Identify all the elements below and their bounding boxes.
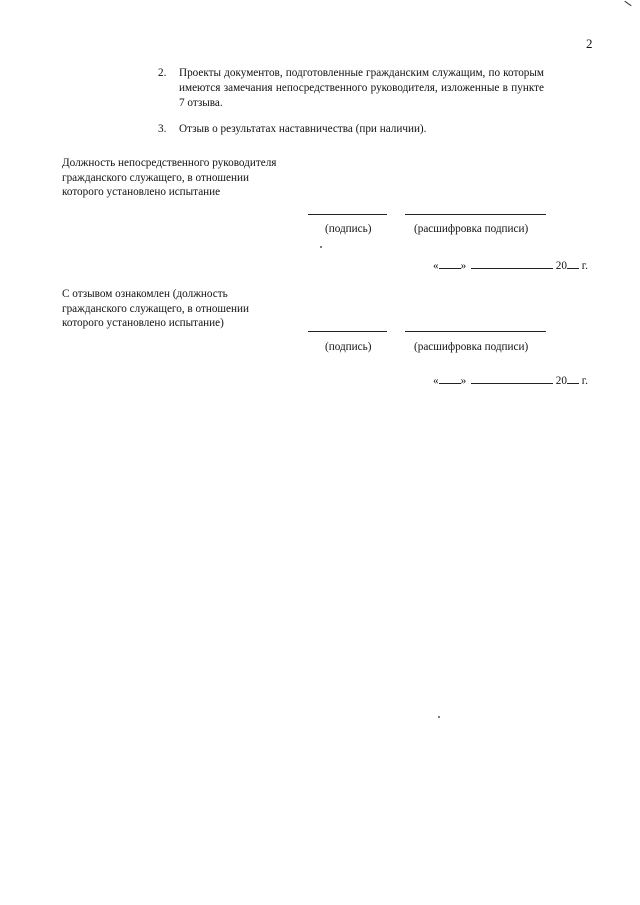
list-item-number: 3. — [158, 123, 167, 135]
supervisor-position-label: Должность непосредственного руководителя гражданского служащего, в отношении которого установлено испытание — [62, 157, 277, 198]
date-row — [433, 257, 588, 273]
acknowledgement-label: С отзывом ознакомлен (должность гражданского служащего, в отношении которого установлено испытание) — [62, 288, 249, 329]
month-blank — [471, 257, 553, 269]
scan-speck — [438, 716, 440, 718]
scan-mark — [624, 1, 631, 6]
month-blank — [471, 372, 553, 384]
year-prefix: 20 — [555, 375, 567, 387]
year-suffix: г. — [581, 375, 588, 387]
year-prefix: 20 — [555, 260, 567, 272]
list-item — [158, 66, 544, 111]
signature-caption: (подпись) — [325, 223, 372, 235]
date-close-quote: » — [460, 375, 467, 387]
page-number: 2 — [586, 36, 593, 51]
day-blank — [439, 257, 461, 269]
signature-line — [308, 331, 387, 332]
list-item-text: Проекты документов, подготовленные гражданским служащим, по которым имеются замечания непосредственного руководителя, изложенные в пункте 7 отзыва. — [179, 67, 544, 109]
scan-speck — [320, 246, 322, 248]
date-open-quote: « — [433, 260, 439, 272]
attachments-list — [158, 66, 544, 137]
year-suffix: г. — [581, 260, 588, 272]
date-open-quote: « — [433, 375, 439, 387]
date-row — [433, 372, 588, 388]
signature-decoding-caption: (расшифровка подписи) — [414, 223, 529, 235]
year-blank — [567, 372, 579, 384]
signature-decoding-line — [405, 214, 546, 215]
list-item — [158, 122, 544, 137]
list-item-text: Отзыв о результатах наставничества (при наличии). — [179, 123, 427, 135]
signature-line — [308, 214, 387, 215]
signature-decoding-caption: (расшифровка подписи) — [414, 341, 529, 353]
signature-caption: (подпись) — [325, 341, 372, 353]
date-close-quote: » — [460, 260, 467, 272]
signature-decoding-line — [405, 331, 546, 332]
day-blank — [439, 372, 461, 384]
year-blank — [567, 257, 579, 269]
list-item-number: 2. — [158, 67, 167, 79]
